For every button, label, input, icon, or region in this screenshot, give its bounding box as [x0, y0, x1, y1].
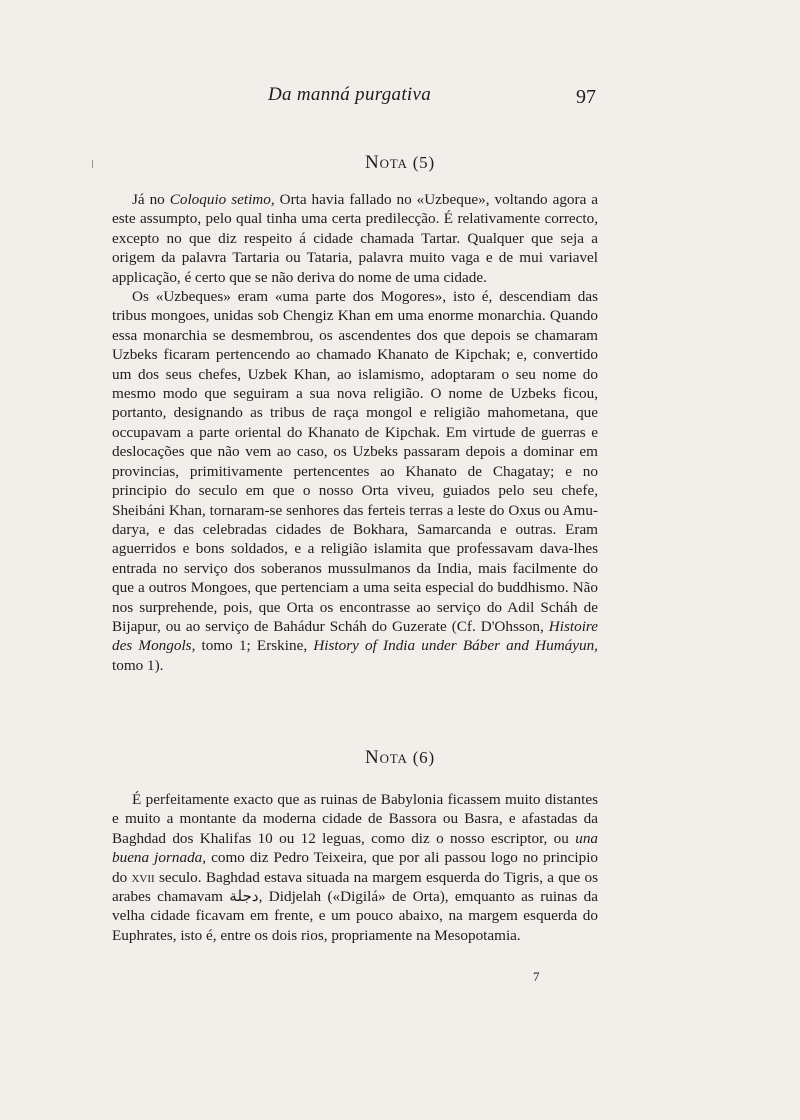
note-5-heading	[0, 152, 800, 174]
note-5-body	[112, 190, 598, 675]
text-run: , Didjelah («Digilá» de Orta), emquanto as ruinas da velha cidade ficavam em frente, e um pouco abaixo, na margem esquerda do Euphrates, isto é, entre os dois rios, propriamente na Mesopotamia.	[112, 888, 599, 944]
note-6-body	[112, 790, 598, 945]
note-6-heading-word: Nota	[365, 747, 408, 768]
note-6-heading	[0, 747, 800, 769]
text-run: Já no	[132, 191, 170, 208]
running-head	[0, 84, 800, 114]
arabic-word: دجلة	[229, 888, 259, 906]
text-run: Orta havia fallado no «Uzbeque», voltando agora a este assumpto, pelo qual tinha uma certa predilecção. É relativamente correcto, excepto no que diz respeito á cidade chamada Tartar. Qualquer que seja a origem da palavra Tartaria ou Tataria, palavra muito vaga e de mui variavel applicação, é certo que se não deriva do nome de uma cidade.	[112, 191, 598, 286]
note-6-heading-number: (6)	[412, 748, 435, 767]
page-number: 97	[576, 86, 596, 108]
italic-quote: una buena jornada,	[112, 829, 598, 867]
italic-title: History of India under Báber and Humáyun,	[313, 637, 598, 655]
text-run: É perfeitamente exacto que as ruinas de Babylonia ficassem muito distantes e muito a montante da moderna cidade de Bassora ou Basra, e afastadas da Baghdad dos Khalifas 10 ou 12 leguas, como diz o nosso escriptor, ou	[112, 791, 598, 847]
italic-title: Histoire des Mongols,	[112, 617, 598, 655]
text-run: tomo 1).	[112, 656, 164, 674]
text-run: tomo 1; Erskine,	[195, 637, 314, 655]
note-5-heading-word: Nota	[365, 152, 408, 173]
note-5-paragraph-1	[112, 190, 598, 287]
note-6-paragraph-1	[112, 790, 598, 945]
italic-title: Coloquio setimo,	[169, 191, 275, 208]
century-numeral: xvii	[131, 868, 155, 886]
text-run: seculo. Baghdad estava situada na margem esquerda do Tigris, a que os arabes chamavam	[112, 868, 599, 906]
signature-mark: 7	[533, 969, 540, 984]
note-5-heading-number: (5)	[412, 153, 435, 172]
running-head-title: Da manná purgativa	[268, 84, 432, 105]
text-run: como diz Pedro Teixeira, que por ali passou logo no principio do	[112, 849, 599, 886]
note-5-paragraph-2	[112, 287, 598, 675]
text-run: Os «Uzbeques» eram «uma parte dos Mogores», isto é, descendiam das tribus mongoes, unidas sob Chengiz Khan em uma enorme monarchia. Quando essa monarchia se desmembrou, os ascendentes dos que depois se chamaram Uzbeks ficaram pertencendo ao chamado Khanato de Kipchak; e, convertido um dos seus chefes, Uzbek Khan, ao islamismo, adoptaram o seu nome do mesmo modo que seguiram a sua nova religião. O nome de Uzbeks ficou, portanto, designando as tribus de raça mongol e religião mahometana, que occupavam a parte oriental do Khanato de Kipchak. Em virtude de guerras e deslocações que não vem ao caso, os Uzbeks passaram depois a dominar em provincias, primitivamente pertencentes ao Khanato de Chagatay; e no principio do seculo em que o nosso Orta viveu, guiados pelo seu chefe, Sheibáni Khan, tornaram-se senhores das ferteis terras a leste do Oxus ou Amu-darya, e das celebradas cidades de Bokhara, Samarcanda e outras. Eram aguerridos e bons soldados, e a religião islamita que professavam dava-lhes entrada no serviço dos soberanos mussulmanos da India, mais facilmente do que a outros Mongoes, que pertenciam a uma seita especial do buddhismo. Não nos surprehende, pois, que Orta os encontrasse ao serviço do Adil Scháh de Bijapur, ou ao serviço de Bahádur Scháh do Guzerate (Cf. D'Ohsson,	[112, 288, 598, 635]
